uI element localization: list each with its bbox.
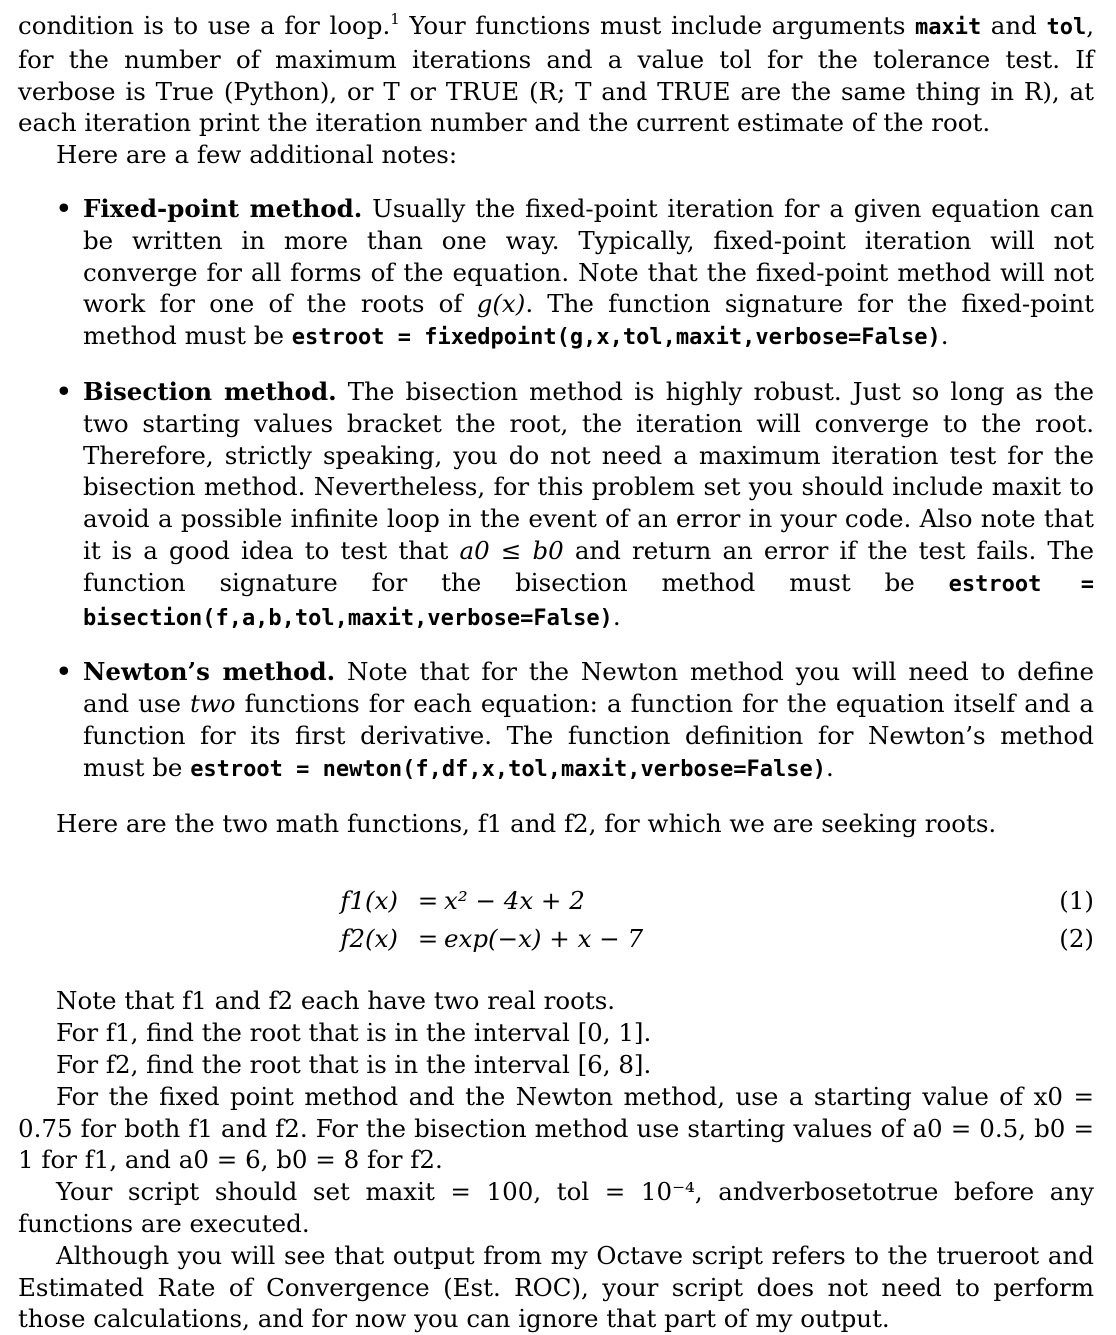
code-signature: estroot = newton(f,df,x,tol,maxit,verbose=False) (190, 756, 826, 782)
f2-interval-paragraph: For f2, find the root that is in the interval [6, 8]. (56, 1049, 652, 1079)
note-title: Bisection method. (83, 376, 337, 406)
note-bisection (18, 376, 1094, 634)
notes-intro: Here are a few additional notes: (56, 140, 458, 170)
intro-text-4: , for the number of maximum iterations and a value tol for the tolerance test. If verbose is True (Python), or T or TRUE (R; T and TRUE are the same thing in R), at each iteration print the iteration number and the current estimate of the root. (18, 11, 1094, 138)
starting-values-paragraph: For the fixed point method and the Newton method, use a starting value of x0 = 0.75 for both f1 and f2. For the bisection method use starting values of a0 = 0.5, b0 = 1 for f1, and a0 = 6, b0 = 8 for f2. (18, 1081, 1094, 1175)
note-text: functions for each equation: a function for the equation itself and a function for its first derivative. The function definition for Newton’s method must be (83, 689, 1095, 782)
note-title: Newton’s method. (83, 657, 336, 687)
intro-paragraph (18, 10, 1094, 139)
note-fixed-point (18, 193, 1094, 354)
bullet-icon: • (56, 193, 72, 223)
equation-number: (2) (1059, 924, 1094, 954)
functions-intro: Here are the two math functions, f1 and f2, for which we are seeking roots. (56, 808, 997, 838)
equation-number: (1) (1059, 886, 1094, 916)
equation-rel: = (417, 924, 439, 954)
note-text: . (825, 752, 834, 782)
notes-list (18, 193, 1094, 786)
math-inline: a0 ≤ b0 (459, 535, 564, 565)
intro-text-1: condition is to use a for loop. (18, 11, 391, 40)
math-inline: g(x) (476, 289, 526, 319)
equation-lhs: f2(x) (340, 924, 398, 954)
note-newton (18, 656, 1094, 785)
note-text: Note that for the Newton method you will need to define and use (83, 657, 1094, 719)
octave-output-paragraph: Although you will see that output from my Octave script refers to the trueroot and Estimated Rate of Convergence (Est. ROC), your script does not need to perform those calculations, and for now you can ignore that part of my output. (18, 1240, 1094, 1334)
equation-lhs: f1(x) (340, 886, 398, 916)
bullet-icon: • (56, 657, 72, 687)
emphasis: two (189, 689, 236, 719)
note-text: . (940, 321, 949, 351)
note-text: Usually the fixed-point iteration for a given equation can be written in more than one way. Typically, fixed-point iteration will not converge for all forms of the equation. Note that the fixed-point method will not work for one of the roots of (83, 193, 1094, 319)
script-settings-paragraph: Your script should set maxit = 100, tol = 10⁻⁴, andverbosetotrue before any functions are executed. (18, 1177, 1094, 1238)
f1-interval-paragraph: For f1, find the root that is in the interval [0, 1]. (56, 1018, 652, 1048)
intro-text-3: and (981, 11, 1047, 40)
note-text: and return an error if the test fails. The function signature for the bisection method must be (83, 535, 1094, 597)
note-title: Fixed-point method. (83, 193, 363, 223)
bullet-icon: • (56, 376, 72, 406)
note-text: . The function signature for the fixed-point method must be (83, 289, 1095, 351)
note-text: The bisection method is highly robust. Just so long as the two starting values bracket the root, the iteration will converge to the root. Therefore, strictly speaking, you do not need a maximum iteration test for the bisection method. Nevertheless, for this problem set you should include maxit to avoid a possible infinite loop in the event of an error in your code. Also note that it is a good idea to test that (83, 376, 1094, 565)
equation-rel: = (417, 886, 439, 916)
two-roots-paragraph: Note that f1 and f2 each have two real roots. (56, 986, 616, 1016)
equation-rhs: x² − 4x + 2 (444, 886, 585, 916)
code-signature: estroot = fixedpoint(g,x,tol,maxit,verbose=False) (291, 325, 941, 351)
note-text: . (612, 601, 621, 631)
equation-2 (18, 923, 1094, 959)
code-maxit: maxit (914, 15, 982, 40)
equation-1 (18, 885, 1094, 921)
footnote-marker: 1 (390, 10, 400, 28)
equation-block (18, 879, 1094, 975)
intro-text-2: Your functions must include arguments (399, 11, 915, 40)
code-tol: tol (1046, 15, 1087, 40)
equation-rhs: exp(−x) + x − 7 (444, 924, 644, 954)
code-signature: estroot = bisection(f,a,b,tol,maxit,verbose=False) (83, 571, 1094, 631)
